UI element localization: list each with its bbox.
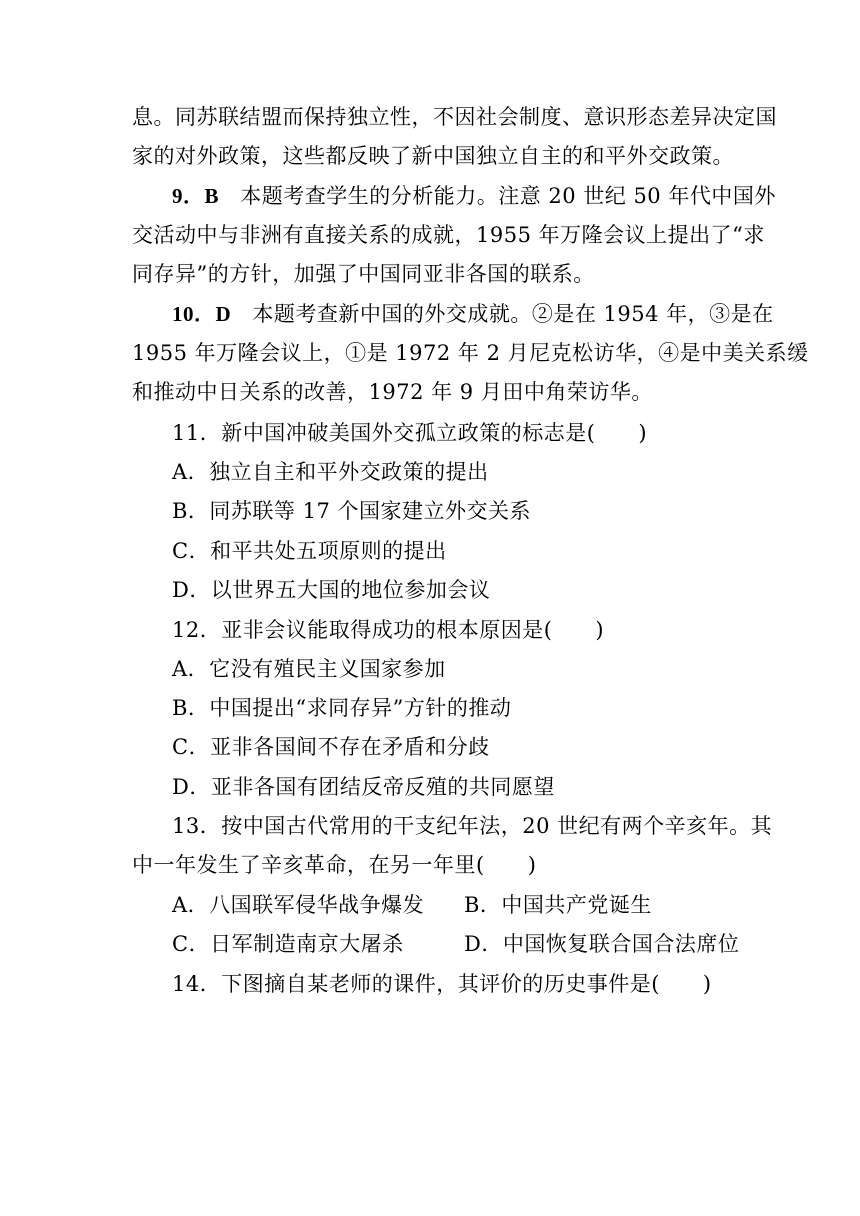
answer-10: [172, 301, 774, 327]
answer-number: 10．D: [172, 302, 232, 326]
question-13-option-d[interactable]: D．中国恢复联合国合法席位: [464, 932, 740, 956]
question-11-stem: 11．新中国冲破美国外交孤立政策的标志是( ): [172, 421, 648, 445]
question-11-option-b[interactable]: B．同苏联等 17 个国家建立外交关系: [172, 499, 532, 523]
question-13-option-c[interactable]: C．日军制造南京大屠杀: [172, 932, 404, 956]
question-13-stem-continued: 中一年发生了辛亥革命，在另一年里( ): [132, 853, 537, 877]
question-13-option-b[interactable]: B．中国共产党诞生: [464, 893, 652, 917]
question-14-stem: 14．下图摘自某老师的课件，其评价的历史事件是( ): [172, 972, 712, 996]
answer-text-line: 1955 年万隆会议上，①是 1972 年 2 月尼克松访华，④是中美关系缓: [132, 341, 809, 365]
question-11-option-a[interactable]: A．独立自主和平外交政策的提出: [172, 460, 489, 484]
answer-explanation: 本题考查新中国的外交成就。②是在 1954 年，③是在: [252, 302, 774, 326]
question-11-option-d[interactable]: D．以世界五大国的地位参加会议: [172, 578, 491, 602]
answer-text-line: 和推动中日关系的改善，1972 年 9 月田中角荣访华。: [132, 380, 653, 404]
question-13-option-a[interactable]: A．八国联军侵华战争爆发: [172, 893, 425, 917]
question-12-stem: 12．亚非会议能取得成功的根本原因是( ): [172, 618, 605, 642]
question-12-option-c[interactable]: C．亚非各国间不存在矛盾和分歧: [172, 735, 490, 759]
answer-text-line: 交活动中与非洲有直接关系的成就，1955 年万隆会议上提出了“求: [132, 223, 765, 247]
question-12-option-b[interactable]: B．中国提出“求同存异”方针的推动: [172, 696, 512, 720]
answer-text-line: 息。同苏联结盟而保持独立性，不因社会制度、意识形态差异决定国: [132, 105, 777, 129]
question-12-option-a[interactable]: A．它没有殖民主义国家参加: [172, 657, 446, 681]
answer-explanation: 本题考查学生的分析能力。注意 20 世纪 50 年代中国外: [240, 184, 776, 208]
answer-text-line: 家的对外政策，这些都反映了新中国独立自主的和平外交政策。: [132, 144, 734, 168]
answer-text-line: 同存异”的方针，加强了中国同亚非各国的联系。: [132, 262, 595, 286]
question-12-option-d[interactable]: D．亚非各国有团结反帝反殖的共同愿望: [172, 775, 555, 799]
answer-number: 9．B: [172, 184, 220, 208]
question-13-stem: 13．按中国古代常用的干支纪年法，20 世纪有两个辛亥年。其: [172, 814, 773, 838]
question-11-option-c[interactable]: C．和平共处五项原则的提出: [172, 539, 447, 563]
answer-9: [172, 183, 776, 209]
